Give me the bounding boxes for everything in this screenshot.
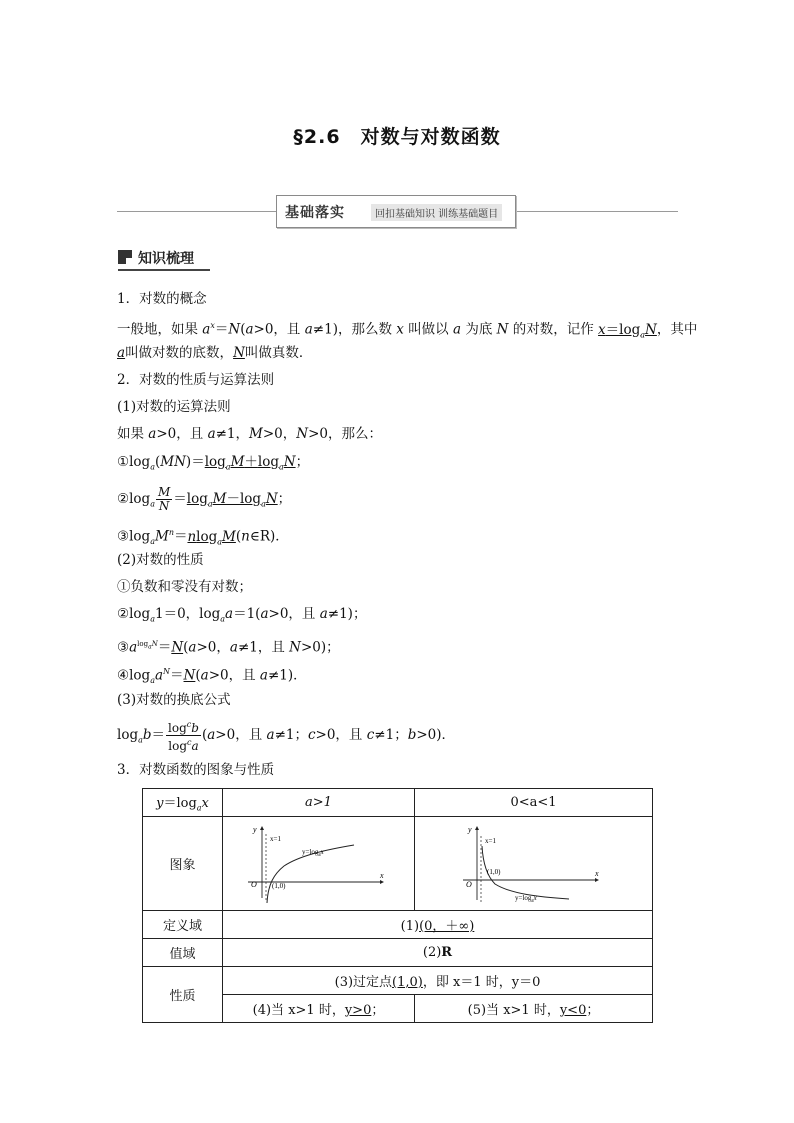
definition-line-1: 一般地，如果 $a^x=N(a>0$，且 a≠1)，那么数 x 叫做以 a 为底 N 的对数，记作 $x=\log_aN$，其中 [117, 321, 698, 340]
asymptote-label: x=1 [269, 834, 281, 843]
table-property-row-1 [143, 967, 653, 995]
answer-range: R [441, 945, 453, 960]
fraction-change-base: $\frac{\log^cb}{\log^ca}$ [168, 720, 199, 753]
origin-label: O [465, 879, 472, 889]
fraction-m-over-n: $\frac{M}{N}$ [157, 485, 171, 513]
point-label: (1,0) [271, 881, 285, 890]
range-value: (2)R [223, 939, 653, 967]
rule-condition: 如果 a>0，且 a≠1，M>0，N>0，那么： [117, 426, 382, 442]
section-underline [118, 269, 210, 271]
answer-identity: N [171, 639, 184, 656]
answer-power: nlog$_a$M [187, 528, 236, 547]
heading-2: 2．对数的性质与运算法则 [117, 372, 275, 388]
answer-base: a [117, 345, 126, 361]
graph-increasing [244, 824, 394, 904]
range-label: 值域 [143, 939, 223, 967]
graph-label: 图象 [143, 817, 223, 911]
y-axis-arrow [475, 826, 479, 830]
definition-line-2: a叫做对数的底数，N叫做真数． [117, 345, 313, 361]
fixed-point-value: (3)过定点(1,0)，即 x＝1 时，y＝0 [223, 967, 653, 995]
x-label: x [379, 870, 384, 880]
y-label: y [252, 824, 257, 834]
table-graph-row [143, 817, 653, 911]
y-label: y [467, 824, 472, 834]
heading-2-3: (3)对数的换底公式 [117, 692, 231, 708]
answer-fixed-point: (1,0) [392, 975, 423, 990]
domain-label: 定义域 [143, 911, 223, 939]
rule-product: $①\log_a(MN)=\log_aM+\log_aN$； [117, 454, 310, 472]
heading-2-2: (2)对数的性质 [117, 552, 204, 568]
section-banner [276, 195, 516, 228]
graph-cell-decreasing [415, 817, 653, 911]
square-icon [118, 250, 132, 264]
answer-argument: N [233, 345, 245, 361]
table-header-row [143, 789, 653, 817]
answer-domain: (0，＋∞) [419, 919, 475, 934]
log-function-table [142, 788, 653, 1023]
section-label: 知识梳理 [138, 251, 194, 267]
curve-label: $y=\log_ax$ [301, 847, 324, 858]
answer-log-definition: $x=\log_aN$ [598, 321, 657, 340]
x-label: x [594, 868, 599, 878]
knowledge-section-header [118, 248, 210, 272]
answer-quotient: $\log_aM-\log_aN$ [186, 491, 278, 509]
heading-2-1: (1)对数的运算法则 [117, 399, 231, 415]
property-1: ①负数和零没有对数； [117, 579, 252, 595]
rule-power: $③\log_aM^n=nlog_aM(n\in R)$． [117, 528, 289, 547]
curve-label: $y=\log_ax$ [514, 893, 537, 904]
heading-1: 1．对数的概念 [117, 291, 207, 307]
banner-title: 基础落实 [285, 205, 345, 221]
header-a-gt-1: a>1 [223, 789, 415, 817]
asymptote-label: x=1 [484, 836, 496, 845]
property-label: 性质 [143, 967, 223, 1023]
origin-label: O [250, 879, 257, 889]
answer-sign-negative: y<0 [559, 1003, 587, 1018]
graph-decreasing [459, 824, 609, 904]
sign-decreasing: (5)当 x>1 时，y<0； [415, 995, 653, 1023]
change-of-base: $\log_ab=$ $\frac{\log^cb}{\log^ca}$ (a>0，且 a≠1；c>0，且 c≠1；b>0)． [117, 720, 456, 753]
graph-cell-increasing [223, 817, 415, 911]
sign-increasing: (4)当 x>1 时，y>0； [223, 995, 415, 1023]
table-domain-row [143, 911, 653, 939]
property-3: $③a^{log_aN}=N(a>0$，a≠1，且 N>0)； [117, 639, 340, 656]
header-function: $y=\log_ax$ [143, 789, 223, 817]
property-4: $④\log_aa^N=N(a>0$，且 a≠1)． [117, 667, 307, 686]
rule-quotient: $②\log_a$ $\frac{M}{N}$ $=\log_aM-\log_aN$； [117, 485, 292, 513]
answer-inverse: N [183, 667, 196, 684]
property-2: $②\log_a1=0$，$\log_aa=1(a>0$，且 a≠1)； [117, 606, 367, 624]
heading-3: 3．对数函数的图象与性质 [117, 762, 275, 778]
banner-subtitle: 回扣基础知识 训练基础题目 [371, 204, 502, 221]
header-a-lt-1: 0<a<1 [415, 789, 653, 817]
answer-product: $\log_aM+\log_aN$ [204, 454, 296, 472]
x-axis-arrow [595, 878, 599, 882]
x-axis-arrow [380, 880, 384, 884]
table-range-row [143, 939, 653, 967]
banner-rule-right [516, 211, 678, 212]
domain-value: (1)(0，＋∞) [223, 911, 653, 939]
page-title: §2.6 对数与对数函数 [293, 126, 501, 148]
point-label: (1,0) [486, 867, 500, 876]
answer-sign-positive: y>0 [344, 1003, 372, 1018]
y-axis-arrow [260, 826, 264, 830]
banner-rule-left [117, 211, 276, 212]
